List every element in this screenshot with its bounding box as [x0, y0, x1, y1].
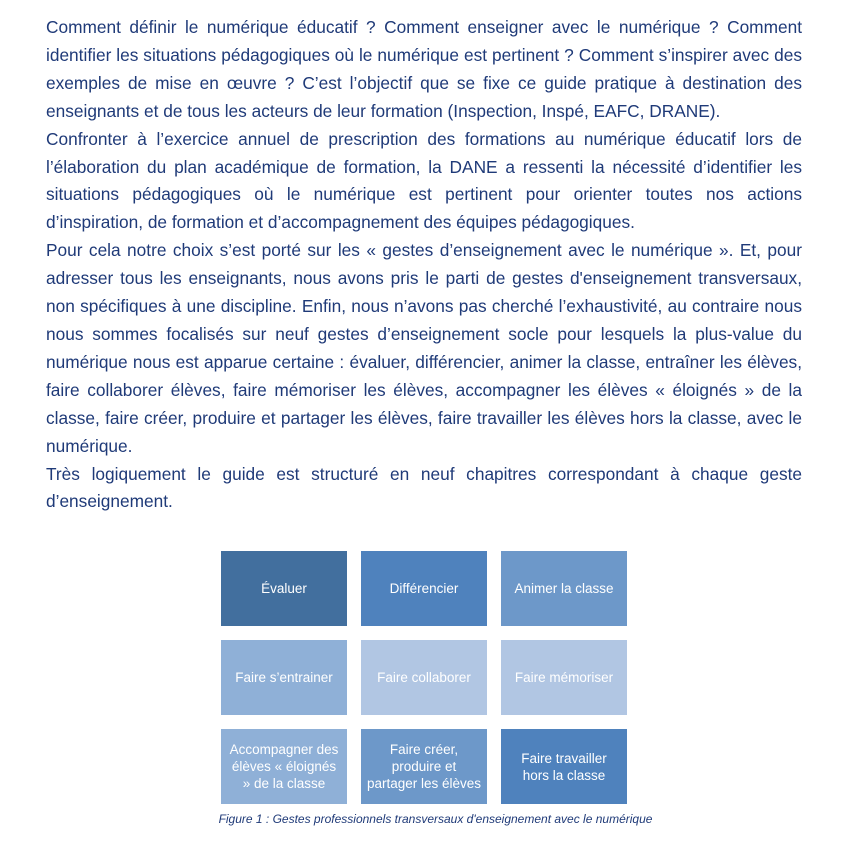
paragraph: Confronter à l’exercice annuel de prescription des formations au numérique éducatif lors de l’élaboration du plan académique de formation, la DANE a ressenti la nécessité d’identifier les situations pédagogiques où le numérique est pertinent pour orienter toutes nos actions d’inspiration, de formation et d’accompagnement des équipes pédagogiques. — [46, 128, 802, 233]
gesture-animer-la-classe: Animer la classe — [501, 551, 627, 626]
body-text — [46, 14, 802, 516]
gesture-faire-memoriser: Faire mémoriser — [501, 640, 627, 715]
gesture-evaluer: Évaluer — [221, 551, 347, 626]
paragraph: Comment définir le numérique éducatif ? Comment enseigner avec le numérique ? Comment identifier les situations pédagogiques où le numérique est pertinent ? Comment s’inspirer avec des exemples de mise en œuvre ? C’est l’objectif que se fixe ce guide pratique à destination des enseignants et de tous les acteurs de leur formation (Inspection, Inspé, EAFC, DRANE). — [46, 17, 802, 121]
paragraph: Pour cela notre choix s’est porté sur les « gestes d’enseignement avec le numérique ». Et, pour adresser tous les enseignants, nous avons pris le parti de gestes d'enseignement transversaux, non spécifiques à une discipline. Enfin, nous n’avons pas cherché l’exhaustivité, au contraire nous nous sommes focalisés sur neuf gestes d’enseignement socle pour lesquels la plus-value du numérique nous est apparue certaine : évaluer, différencier, animer la classe, entraîner les élèves, faire collaborer élèves, faire mémoriser les élèves, accompagner les élèves « éloignés » de la classe, faire créer, produire et partager les élèves, faire travailler les élèves hors la classe, avec le numérique. — [46, 240, 802, 456]
gesture-faire-creer: Faire créer, produire et partager les élèves — [361, 729, 487, 804]
gesture-faire-travailler-hors-classe: Faire travailler hors la classe — [501, 729, 627, 804]
gesture-accompagner-eloignes: Accompagner des élèves « éloignés » de la classe — [221, 729, 347, 804]
paragraph: Très logiquement le guide est structuré en neuf chapitres correspondant à chaque geste d’enseignement. — [46, 463, 802, 512]
gesture-faire-collaborer: Faire collaborer — [361, 640, 487, 715]
figure-caption: Figure 1 : Gestes professionnels transversaux d'enseignement avec le numérique — [218, 812, 653, 826]
gesture-differencier: Différencier — [361, 551, 487, 626]
gesture-faire-s-entrainer: Faire s’entrainer — [221, 640, 347, 715]
